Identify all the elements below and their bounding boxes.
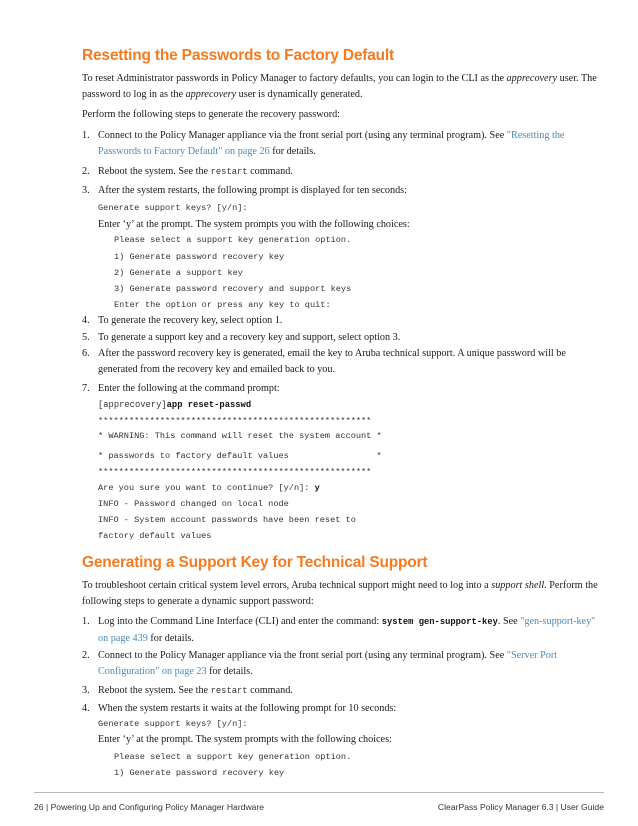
step-1: 1. Log into the Command Line Interface (CLI) and enter the command: system gen-support-key. See "gen-support-key" on page 439 for details. bbox=[82, 616, 596, 644]
info-line: factory default values bbox=[98, 531, 212, 541]
link-gen-support-key[interactable]: "gen-support-key" on page 439 bbox=[98, 616, 596, 644]
step-3: 3. After the system restarts, the following prompt is displayed for ten seconds: bbox=[82, 185, 407, 196]
section-title-reset-passwords: Resetting the Passwords to Factory Default bbox=[82, 47, 394, 64]
enter-y-text: Enter ‘y’ at the prompt. The system prompts you with the following choices: bbox=[98, 219, 410, 230]
menu-line: 1) Generate password recovery key bbox=[114, 768, 285, 778]
stars-line: ***************************************************** bbox=[98, 416, 372, 426]
footer-right: ClearPass Policy Manager 6.3 | User Guide bbox=[437, 802, 604, 812]
step-3: 3. Reboot the system. See the restart command. bbox=[82, 685, 293, 696]
confirm-line: Are you sure you want to continue? [y/n]: y bbox=[98, 483, 320, 493]
warning-line: * passwords to factory default values * bbox=[98, 451, 382, 461]
stars-line: ***************************************************** bbox=[98, 467, 372, 477]
step-7: 7. Enter the following at the command prompt: bbox=[82, 383, 280, 394]
step-6: 6. After the password recovery key is generated, email the key to Aruba technical support. A unique password will be generated from the recovery key and emailed back to you. bbox=[82, 348, 566, 375]
info-line: INFO - System account passwords have been reset to bbox=[98, 515, 356, 525]
link-server-port-configuration[interactable]: "Server Port Configuration" on page 23 bbox=[98, 650, 558, 677]
command-line: [apprecovery]app reset-passwd bbox=[98, 400, 252, 410]
menu-line: 1) Generate password recovery key bbox=[114, 252, 285, 262]
step-2: 2. Reboot the system. See the restart command. bbox=[82, 166, 293, 177]
intro-paragraph: To troubleshoot certain critical system level errors, Aruba technical support might need to log into a support shell. Perform the following steps to generate a dynamic support password: bbox=[82, 580, 598, 607]
enter-y-text: Enter ‘y’ at the prompt. The system prompts with the following choices: bbox=[98, 734, 392, 745]
menu-line: Enter the option or press any key to quit: bbox=[114, 300, 331, 310]
step-1: 1. Connect to the Policy Manager appliance via the front serial port (using any terminal program). See "Resetting the Passwords to Factory Default" on page 26 for details. bbox=[82, 130, 565, 157]
menu-line: Please select a support key generation option. bbox=[114, 752, 352, 762]
footer-left: 26 | Powering Up and Configuring Policy Manager Hardware bbox=[34, 802, 265, 812]
link-resetting-passwords[interactable]: "Resetting the Passwords to Factory Default" on page 26 bbox=[98, 130, 565, 157]
menu-line: 2) Generate a support key bbox=[114, 268, 243, 278]
step-4: 4. To generate the recovery key, select option 1. bbox=[82, 315, 283, 326]
page-footer bbox=[34, 792, 604, 821]
info-line: INFO - Password changed on local node bbox=[98, 499, 289, 509]
menu-line: Please select a support key generation option. bbox=[114, 235, 352, 245]
code-prompt: Generate support keys? [y/n]: bbox=[98, 719, 248, 729]
intro-paragraph: To reset Administrator passwords in Policy Manager to factory defaults, you can login to the CLI as the apprecovery user. The password to log in as the apprecovery user is dynamically generated. bbox=[82, 73, 597, 100]
warning-line: * WARNING: This command will reset the system account * bbox=[98, 431, 382, 441]
menu-line: 3) Generate password recovery and support keys bbox=[114, 284, 352, 294]
step-4: 4. When the system restarts it waits at the following prompt for 10 seconds: bbox=[82, 703, 397, 714]
steps-intro: Perform the following steps to generate the recovery password: bbox=[82, 109, 341, 120]
code-prompt: Generate support keys? [y/n]: bbox=[98, 203, 248, 213]
step-5: 5. To generate a support key and a recovery key and support, select option 3. bbox=[82, 332, 401, 343]
section-title-support-key: Generating a Support Key for Technical Support bbox=[82, 554, 428, 571]
step-2: 2. Connect to the Policy Manager appliance via the front serial port (using any terminal program). See "Server Port Configuration" on page 23 for details. bbox=[82, 650, 558, 677]
